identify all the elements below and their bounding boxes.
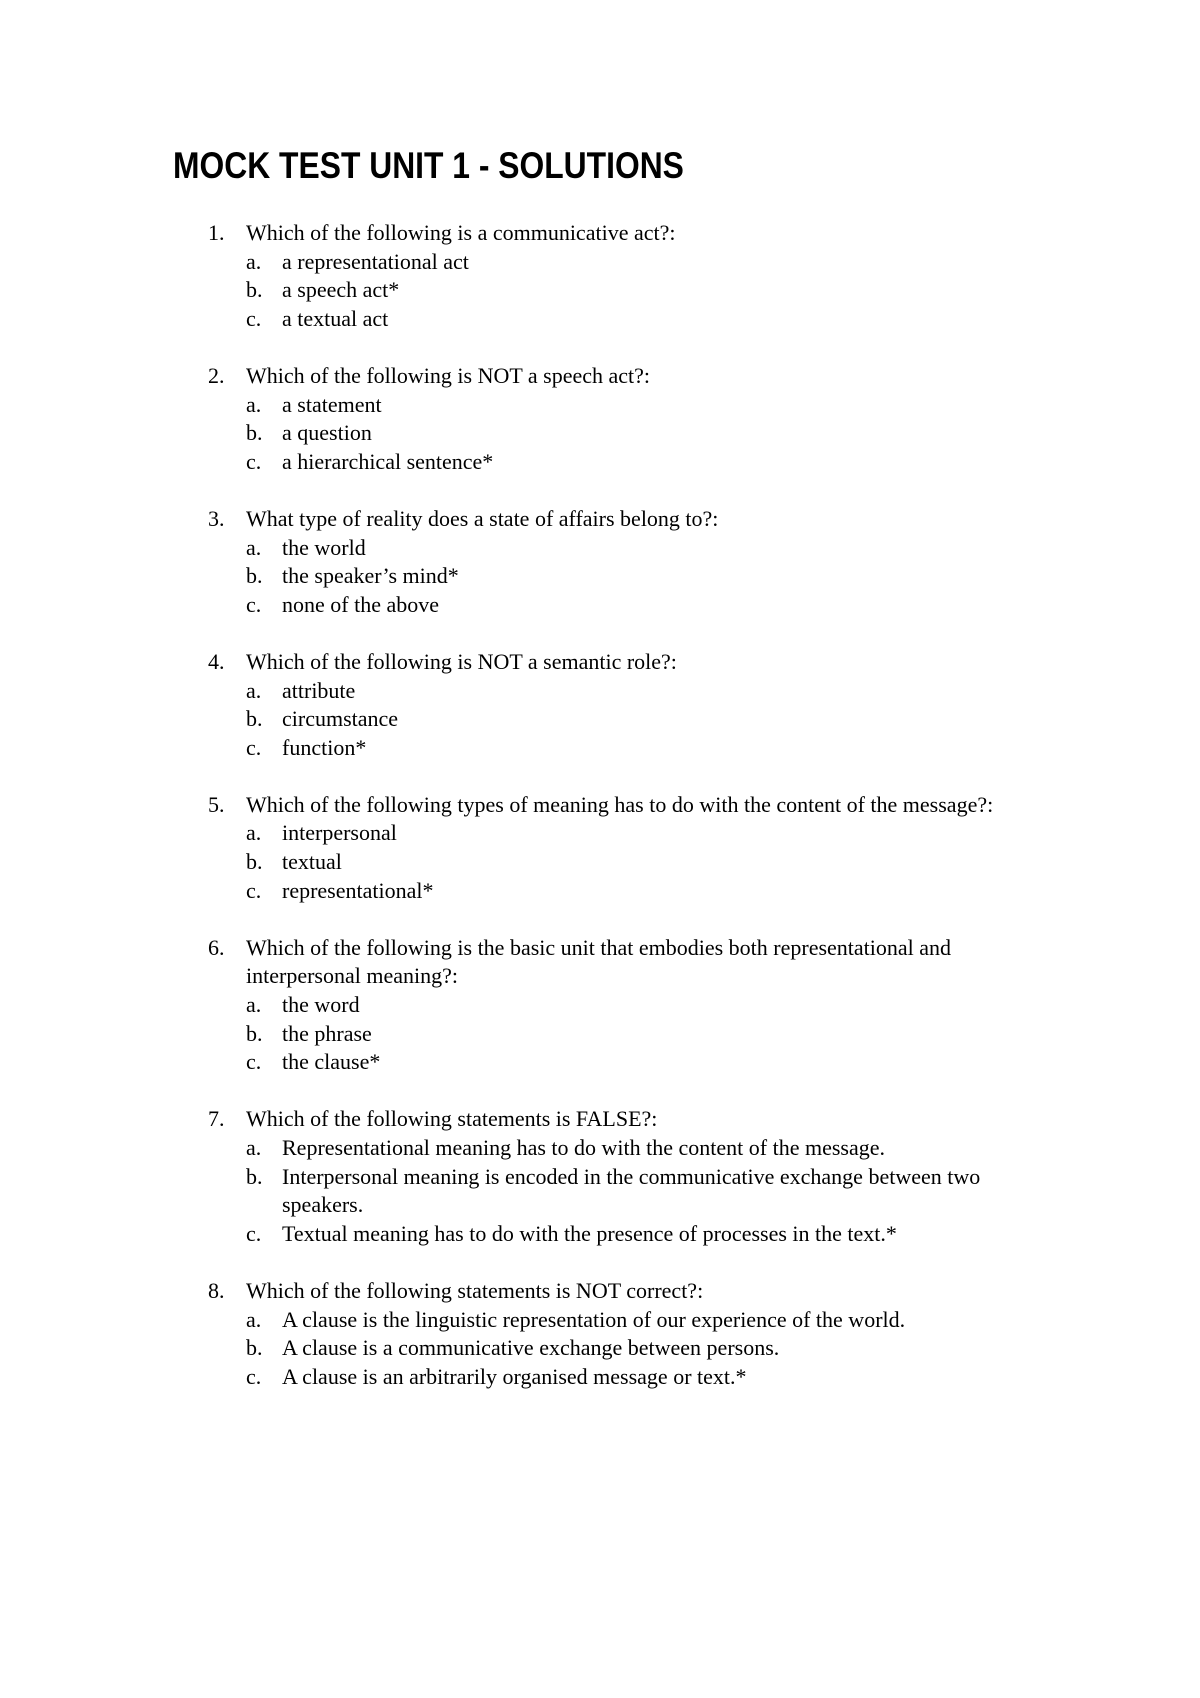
answer-option <box>246 591 1046 620</box>
option-letter: c. <box>246 877 262 903</box>
question-number: 2. <box>208 362 225 388</box>
question-text: What type of reality does a state of affairs belong to?: <box>246 505 719 531</box>
answer-option <box>246 391 1046 420</box>
option-letter: a. <box>246 1306 262 1332</box>
question-text: Which of the following is NOT a speech act?: <box>246 362 651 388</box>
option-letter: b. <box>246 563 263 589</box>
answer-option <box>246 1048 1046 1077</box>
option-text: a speech act* <box>282 277 400 303</box>
option-letter: b. <box>246 1020 263 1046</box>
option-text: circumstance <box>282 706 399 732</box>
answer-options <box>246 991 1200 1077</box>
question-number: 4. <box>208 648 225 674</box>
answer-option <box>246 276 1046 305</box>
answer-options <box>246 534 1200 620</box>
option-text: A clause is an arbitrarily organised message or text.* <box>282 1363 747 1389</box>
option-text: a question <box>282 420 372 446</box>
option-text: Textual meaning has to do with the presence of processes in the text.* <box>282 1220 897 1246</box>
option-text: textual <box>282 849 342 875</box>
question-number: 7. <box>208 1106 225 1132</box>
question-text: Which of the following statements is FALSE?: <box>246 1106 658 1132</box>
option-text: interpersonal <box>282 820 397 846</box>
answer-option <box>246 1334 1046 1363</box>
question-item <box>0 505 1200 619</box>
question-text: Which of the following is a communicative act?: <box>246 220 676 245</box>
answer-option <box>246 848 1046 877</box>
option-text: the clause* <box>282 1049 381 1075</box>
option-letter: c. <box>246 305 262 331</box>
question-text: Which of the following statements is NOT correct?: <box>246 1277 704 1303</box>
answer-option <box>246 819 1046 848</box>
answer-option <box>246 562 1046 591</box>
answer-option <box>246 705 1046 734</box>
option-text: Representational meaning has to do with the content of the message. <box>282 1135 886 1160</box>
answer-option <box>246 419 1046 448</box>
option-text: none of the above <box>282 591 439 617</box>
answer-options <box>246 1134 1200 1248</box>
page-title: MOCK TEST UNIT 1 - SOLUTIONS <box>173 145 684 186</box>
option-letter: a. <box>246 1135 262 1160</box>
answer-option <box>246 1220 1046 1249</box>
option-text: the speaker’s mind* <box>282 563 459 589</box>
answer-option <box>246 1306 1046 1335</box>
question-item <box>0 362 1200 476</box>
option-letter: b. <box>246 420 263 446</box>
option-letter: c. <box>246 734 262 760</box>
answer-option <box>246 991 1046 1020</box>
question-item <box>0 219 1200 333</box>
question-number: 8. <box>208 1277 225 1303</box>
option-text: A clause is a communicative exchange between persons. <box>282 1335 780 1361</box>
option-text: a statement <box>282 391 382 417</box>
answer-option <box>246 534 1046 563</box>
option-letter: a. <box>246 534 262 560</box>
answer-option <box>246 877 1046 906</box>
question-list <box>0 219 1200 1420</box>
option-letter: a. <box>246 391 262 417</box>
option-letter: a. <box>246 992 262 1018</box>
answer-options <box>246 1306 1200 1392</box>
option-letter: b. <box>246 706 263 732</box>
answer-options <box>246 248 1200 334</box>
option-text: the word <box>282 992 360 1018</box>
answer-option <box>246 734 1046 763</box>
question-item <box>0 648 1200 762</box>
question-item <box>0 934 1200 1077</box>
question-item <box>0 1277 1200 1391</box>
option-text: a representational act <box>282 248 469 274</box>
question-number: 6. <box>208 934 225 960</box>
option-letter: b. <box>246 849 263 875</box>
option-text: representational* <box>282 877 434 903</box>
answer-option <box>246 1134 1046 1163</box>
question-item <box>0 1105 1200 1248</box>
option-text: the world <box>282 534 366 560</box>
question-number: 5. <box>208 791 225 817</box>
option-text: A clause is the linguistic representation of our experience of the world. <box>282 1306 906 1332</box>
option-letter: a. <box>246 248 262 274</box>
option-text: attribute <box>282 677 356 703</box>
option-text: function* <box>282 734 367 760</box>
answer-options <box>246 391 1200 477</box>
answer-options <box>246 819 1200 905</box>
option-text: a hierarchical sentence* <box>282 448 494 474</box>
answer-option <box>246 1363 1046 1392</box>
question-item <box>0 791 1200 905</box>
option-letter: c. <box>246 448 262 474</box>
answer-option <box>246 1020 1046 1049</box>
option-letter: c. <box>246 1220 262 1246</box>
question-number: 1. <box>208 220 225 245</box>
option-letter: a. <box>246 820 262 846</box>
option-letter: a. <box>246 677 262 703</box>
option-text: a textual act <box>282 305 389 331</box>
answer-option <box>246 248 1046 277</box>
answer-option <box>246 1163 1046 1220</box>
option-text: the phrase <box>282 1020 372 1046</box>
answer-options <box>246 677 1200 763</box>
answer-option <box>246 305 1046 334</box>
question-text: Which of the following is the basic unit that embodies both representational and interpersonal meaning?: <box>246 934 952 989</box>
option-text: Interpersonal meaning is encoded in the communicative exchange between two speakers. <box>282 1163 981 1218</box>
question-text: Which of the following types of meaning has to do with the content of the message?: <box>246 791 994 817</box>
answer-option <box>246 677 1046 706</box>
option-letter: c. <box>246 1049 262 1075</box>
option-letter: b. <box>246 277 263 303</box>
option-letter: b. <box>246 1163 263 1189</box>
question-number: 3. <box>208 505 225 531</box>
option-letter: c. <box>246 1363 262 1389</box>
option-letter: c. <box>246 591 262 617</box>
answer-option <box>246 448 1046 477</box>
question-text: Which of the following is NOT a semantic role?: <box>246 648 677 674</box>
option-letter: b. <box>246 1335 263 1361</box>
